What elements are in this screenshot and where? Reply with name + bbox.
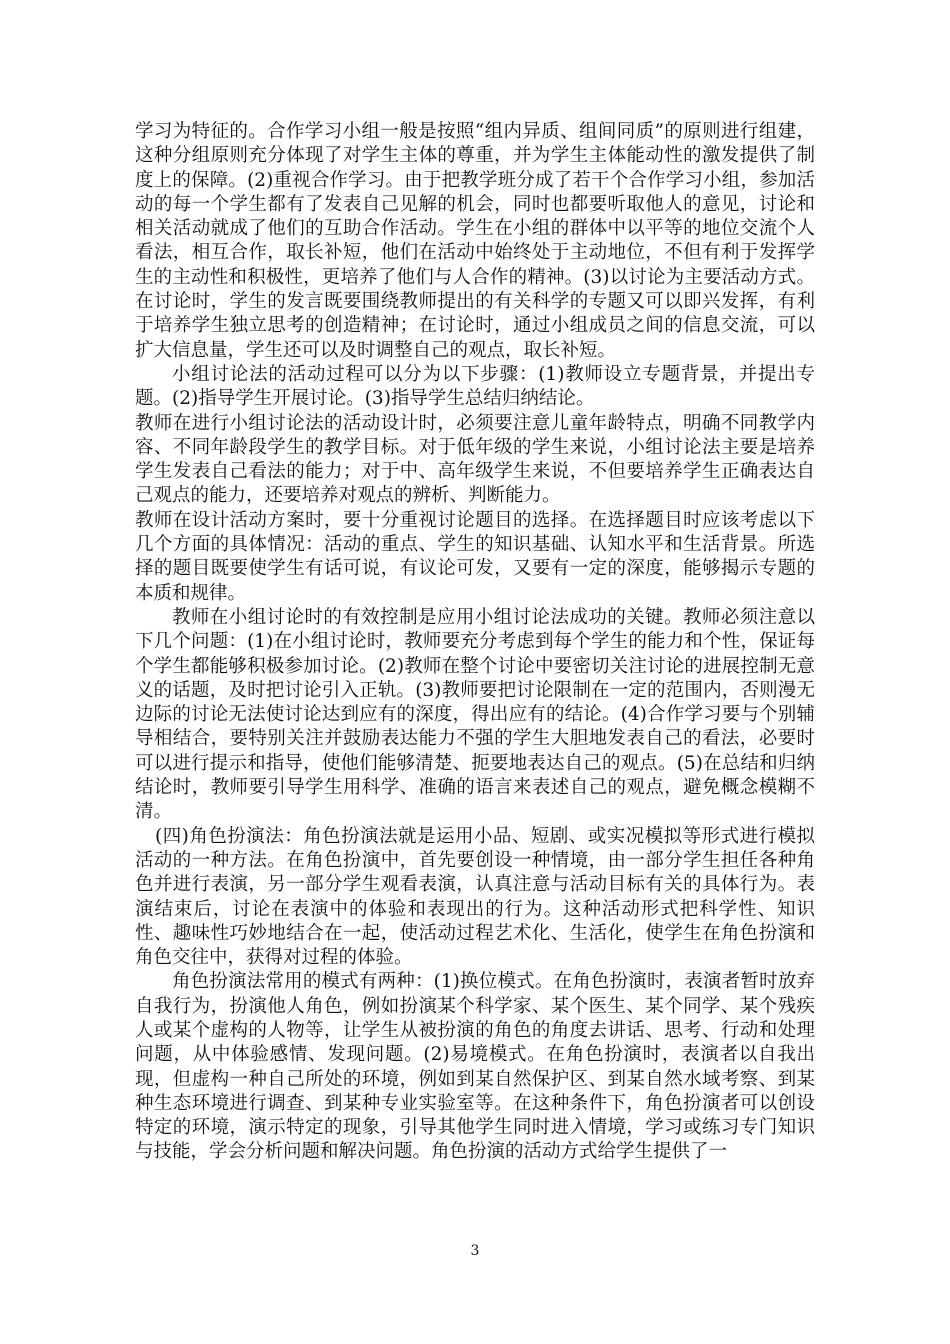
paragraph-role-play-modes: 角色扮演法常用的模式有两种：(1)换位模式。在角色扮演时，表演者暂时放弃自我行为，扮演他人角色，例如扮演某个科学家、某个医生、某个同学、某个残疾人或某个虚构的人物等，让学生从被扮演的角色的角度去讲话、思考、行动和处理问题，从中体验感情、发现问题。(2)易境模式。在角色扮演时，表演者以自我出现，但虚构一种自己所处的环境，例如到某自然保护区、到某自然水域考察、到某种生态环境进行调查、到某种专业实验室等。在这种条件下，角色扮演者可以创设特定的环境，演示特定的现象，引导其他学生同时进入情境，学习或练习专门知识与技能，学会分析问题和解决问题。角色扮演的活动方式给学生提供了一 [135,971,815,1163]
paragraph-role-play: (四)角色扮演法：角色扮演法就是运用小品、短剧、或实况模拟等形式进行模拟活动的一种方法。在角色扮演中，首先要创设一种情境，由一部分学生担任各种角色并进行表演，另一部分学生观看表演，认真注意与活动目标有关的具体行为。表演结束后，讨论在表演中的体验和表现出的行为。这种活动形式把科学性、知识性、趣味性巧妙地结合在一起，使活动过程艺术化、生活化，使学生在角色扮演和角色交往中，获得对过程的体验。 [135,825,815,969]
paragraph-steps: 小组讨论法的活动过程可以分为以下步骤：(1)教师设立专题背景，并提出专题。(2)指导学生开展讨论。(3)指导学生总结归纳结论。 [135,363,815,410]
page-number: 3 [470,1243,480,1259]
paragraph-topic-selection: 教师在设计活动方案时，要十分重视讨论题目的选择。在选择题目时应该考虑以下几个方面的具体情况：活动的重点、学生的知识基础、认知水平和生活背景。所选择的题目既要使学生有话可说，有议论可发，又要有一定的深度，能够揭示专题的本质和规律。 [135,509,815,604]
paragraph-control: 教师在小组讨论时的有效控制是应用小组讨论法成功的关键。教师必须注意以下几个问题：(1)在小组讨论时，教师要充分考虑到每个学生的能力和个性，保证每个学生都能够积极参加讨论。(2)教师在整个讨论中要密切关注讨论的进展控制无意义的话题，及时把讨论引入正轨。(3)教师要把讨论限制在一定的范围内，否则漫无边际的讨论无法使讨论达到应有的深度，得出应有的结论。(4)合作学习要与个别辅导相结合，要特别关注并鼓励表达能力不强的学生大胆地发表自己的看法，必要时可以进行提示和指导，使他们能够清楚、扼要地表达自己的观点。(5)在总结和归纳结论时，教师要引导学生用科学、准确的语言来表述自己的观点，避免概念模糊不清。 [135,606,815,823]
paragraph-continued: 学习为特征的。合作学习小组一般是按照“组内异质、组间同质”的原则进行组建，这种分组原则充分体现了对学生主体的尊重，并为学生主体能动性的激发提供了制度上的保障。(2)重视合作学习。由于把教学班分成了若干个合作学习小组，参加活动的每一个学生都有了发表自己见解的机会，同时也都要听取他人的意见，讨论和相关活动就成了他们的互助合作活动。学生在小组的群体中以平等的地位交流个人看法，相互合作，取长补短，他们在活动中始终处于主动地位，不但有利于发挥学生的主动性和积极性，更培养了他们与人合作的精神。(3)以讨论为主要活动方式。在讨论时，学生的发言既要围绕教师提出的有关科学的专题又可以即兴发挥，有利于培养学生独立思考的创造精神；在讨论时，通过小组成员之间的信息交流，可以扩大信息量，学生还可以及时调整自己的观点，取长补短。 [135,121,815,361]
paragraph-design: 教师在进行小组讨论法的活动设计时，必须要注意儿童年龄特点，明确不同教学内容、不同年龄段学生的教学目标。对于低年级的学生来说，小组讨论法主要是培养学生发表自己看法的能力；对于中、高年级学生来说，不但要培养学生正确表达自己观点的能力，还要培养对观点的辨析、判断能力。 [135,412,815,507]
body-text [135,120,815,1165]
